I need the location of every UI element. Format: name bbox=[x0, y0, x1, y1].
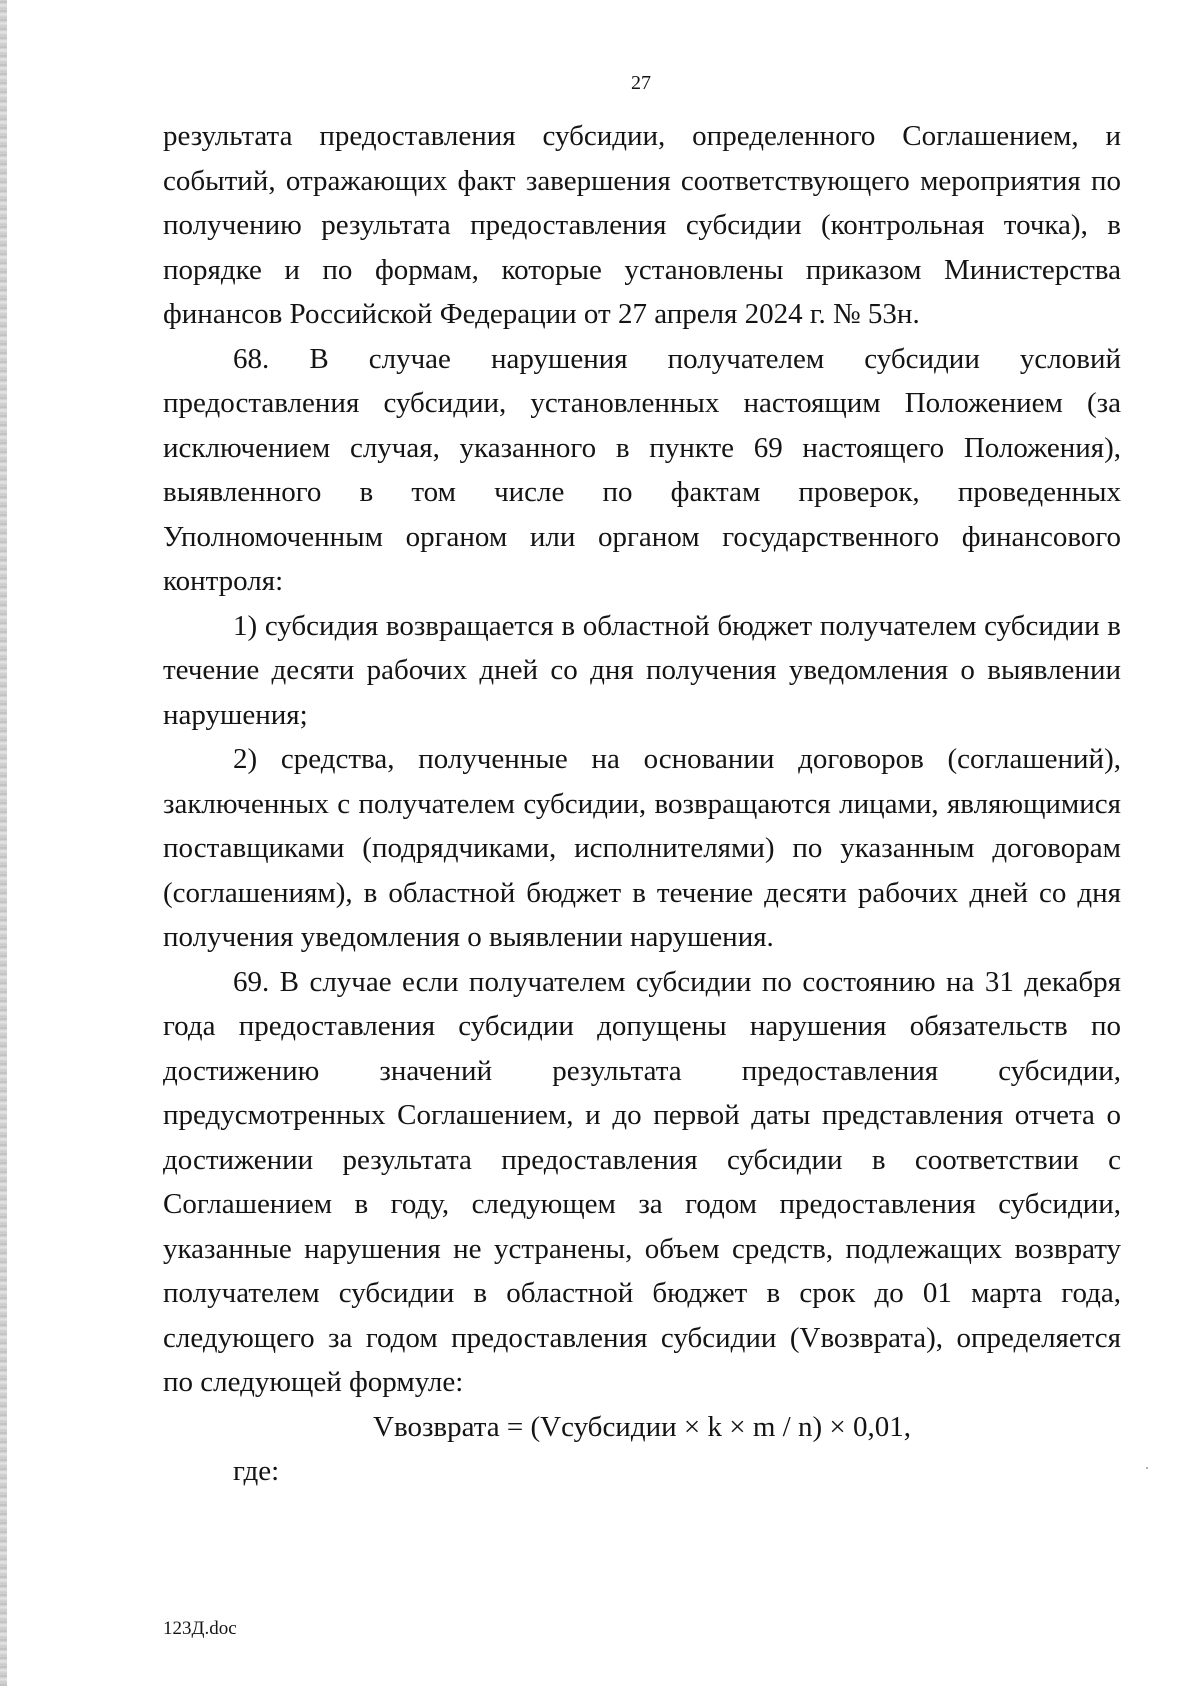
paragraph-continuation: результата предоставления субсидии, определенного Соглашением, и событий, отражающих факт завершения соответствующего мероприятия по получению результата предоставления субсидии (контрольная точка), в порядке и по формам, которые установлены приказом Министерства финансов Российской Федерации от 27 апреля 2024 г. № 53н. bbox=[163, 120, 1121, 330]
formula: Vвозврата = (Vсубсидии × k × m / n) × 0,01, bbox=[373, 1410, 911, 1443]
list-item-1: 1) субсидия возвращается в областной бюджет получателем субсидии в течение десяти рабочих дней со дня получения уведомления о выявлении нарушения; bbox=[163, 609, 1121, 731]
page-number: 27 bbox=[631, 72, 651, 94]
paragraph-68: 68. В случае нарушения получателем субсидии условий предоставления субсидии, установленных настоящим Положением (за исключением случая, указанного в пункте 69 настоящего Положения), выявленного в том числе по фактам проверок, проведенных Уполномоченным органом или органом государственного финансового контроля: bbox=[163, 342, 1121, 597]
scan-speck bbox=[1146, 1467, 1148, 1469]
document-body bbox=[163, 114, 1121, 1494]
paragraph-69: 69. В случае если получателем субсидии по состоянию на 31 декабря года предоставления субсидии допущены нарушения обязательств по достижению значений результата предоставления субсидии, предусмотренных Соглашением, и до первой даты представления отчета о достижении результата предоставления субсидии в соответствии с Соглашением в году, следующем за годом предоставления субсидии, указанные нарушения не устранены, объем средств, подлежащих возврату получателем субсидии в областной бюджет в срок до 01 марта года, следующего за годом предоставления субсидии (Vвозврата), определяется по следующей формуле: bbox=[163, 965, 1121, 1398]
where-label: где: bbox=[233, 1455, 280, 1487]
list-item-2: 2) средства, полученные на основании договоров (соглашений), заключенных с получателем субсидии, возвращаются лицами, являющимися поставщиками (подрядчиками, исполнителями) по указанным договорам (соглашениям), в областной бюджет в течение десяти рабочих дней со дня получения уведомления о выявлении нарушения. bbox=[163, 743, 1121, 953]
scan-edge-artifact bbox=[0, 0, 7, 1686]
footer-filename: 123Д.doc bbox=[163, 1618, 237, 1639]
